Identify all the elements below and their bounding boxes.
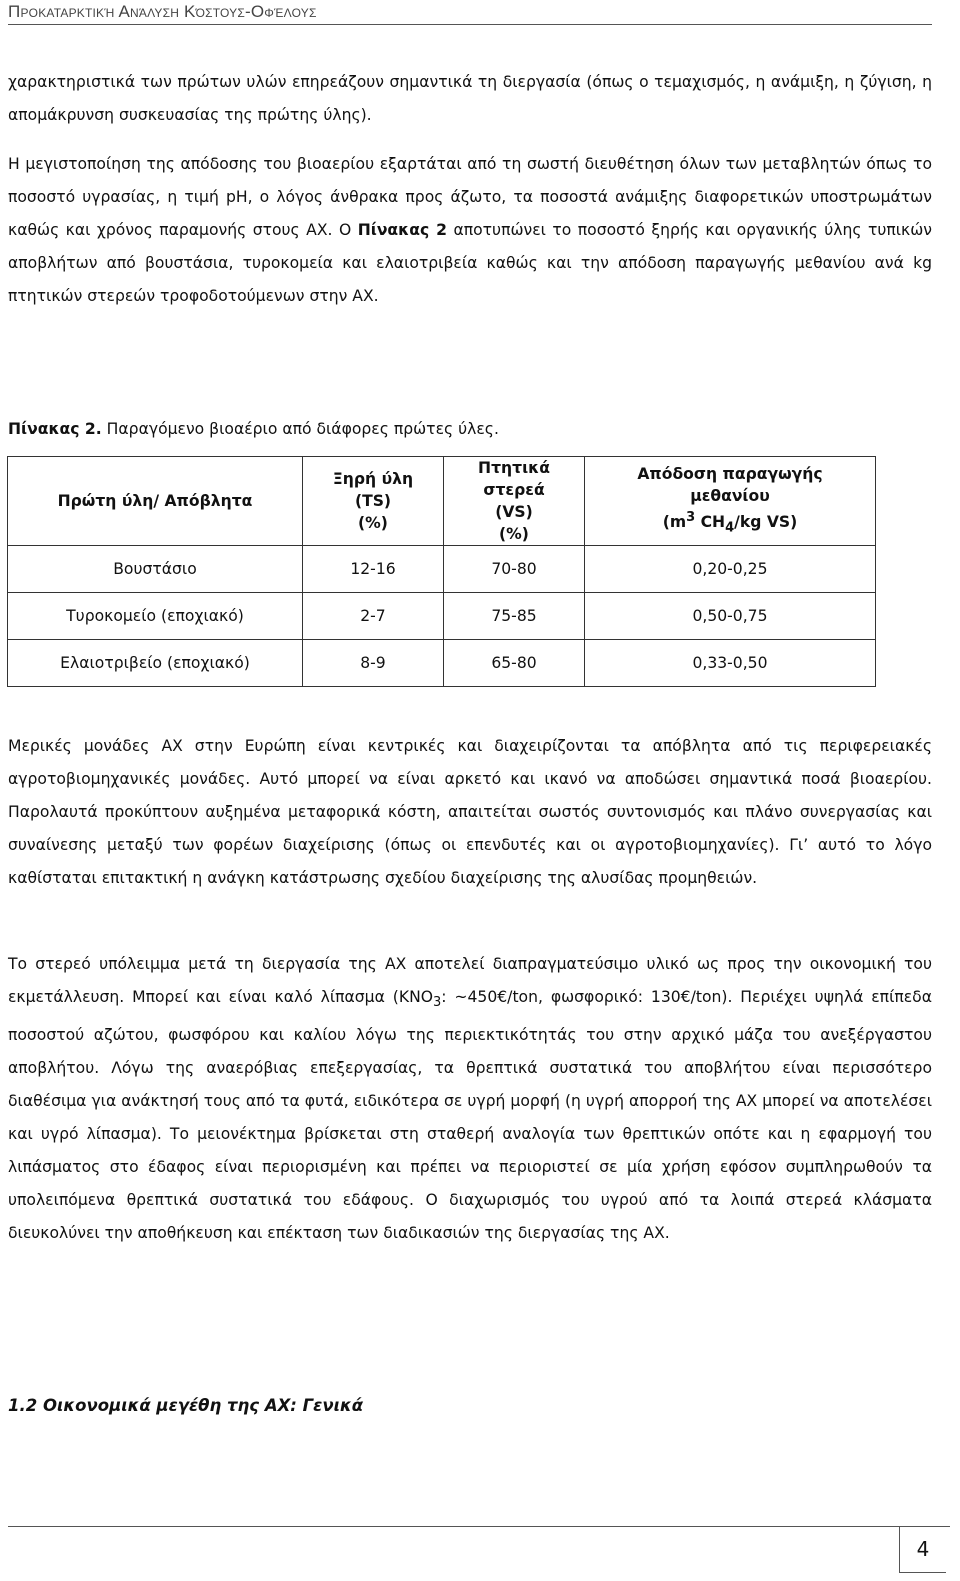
table-caption-text: Παραγόμενο βιοαέριο από διάφορες πρώτες ύλες.: [101, 420, 499, 438]
page-number-text: 4: [916, 1537, 930, 1561]
paragraph-4: [8, 948, 932, 1250]
cell-vs: 75-85: [444, 593, 585, 640]
cell-ts: 12-16: [303, 546, 444, 593]
header-dry-matter-line3: (%): [358, 514, 388, 532]
cell-vs: 65-80: [444, 640, 585, 687]
header-yield-line1: Απόδοση παραγωγής: [637, 464, 823, 483]
cell-ts: 8-9: [303, 640, 444, 687]
table-row: [8, 546, 876, 593]
cell-ts: 2-7: [303, 593, 444, 640]
header-volatile-line3: (VS): [495, 503, 533, 521]
header-material-label: Πρώτη ύλη/ Απόβλητα: [57, 492, 253, 510]
header-volatile-solids: [444, 457, 585, 546]
section-heading-text: 1.2 Οικονομικά μεγέθη της ΑΧ: Γενικά: [8, 1396, 364, 1415]
paragraph-3: [8, 730, 932, 895]
section-heading: [8, 1396, 363, 1415]
header-yield-sup: 3: [686, 509, 696, 525]
page-number: [899, 1526, 946, 1573]
footer-divider: [8, 1526, 950, 1527]
table-reference: Πίνακας 2: [357, 221, 447, 239]
header-yield-line3-b: CH: [695, 513, 726, 532]
running-header: [8, 2, 932, 25]
cell-yield: 0,20-0,25: [585, 546, 876, 593]
running-header-title: Προκαταρκτική Ανάλυση Κόστους-Οφέλους: [8, 2, 317, 21]
paragraph-1: [8, 66, 932, 132]
table-caption-label: Πίνακας 2.: [8, 420, 102, 438]
paragraph-2-text-a: Η μεγιστοποίηση της απόδοσης του βιοαερίου εξαρτάται από τη σωστή διευθέτηση όλων των μεταβλητών όπως το ποσοστό υγρασίας, η τιμή pH, ο λόγος άνθρακα προς άζωτο, τα ποσοστά ανάμιξης διαφορετικών υποστρωμάτων καθώς και χρόνος παραμονής στους ΑΧ. Ο: [8, 155, 932, 239]
header-volatile-line2: στερεά: [483, 481, 545, 499]
paragraph-4-text-a: Το στερεό υπόλειμμα μετά τη διεργασία της ΑΧ αποτελεί διαπραγματεύσιμο υλικό ως προς την οικονομική του εκμετάλλευση. Μπορεί και είναι καλό λίπασμα (KNO: [8, 955, 932, 1006]
cell-vs: 70-80: [444, 546, 585, 593]
paragraph-2: [8, 148, 932, 313]
table-header-row: [8, 457, 876, 546]
cell-material: Ελαιοτριβείο (εποχιακό): [8, 640, 303, 687]
cell-material: Τυροκομείο (εποχιακό): [8, 593, 303, 640]
header-yield-sub: 4: [725, 520, 735, 536]
table-caption: [8, 415, 499, 443]
paragraph-4-subscript: 3: [433, 995, 442, 1011]
paragraph-4-text-b: : ~450€/ton, φωσφορικό: 130€/ton). Περιέχει υψηλά επίπεδα ποσοστού αζώτου, φωσφόρου και καλίου λόγω της περιεκτικότητάς του στην αρχικό μάζα του ανεξέργαστου αποβλήτου. Λόγω της αναερόβιας επεξεργασίας, τα θρεπτικά συστατικά του αποβλήτου είναι περισσότερο διαθέσιμα για ανάκτησή τους από τα φυτά, ειδικότερα σε υγρή μορφή (η υγρή απορροή της ΑΧ μπορεί να αποτελέσει και υγρό λίπασμα). Το μειονέκτημα βρίσκεται στη σταθερή αναλογία των θρεπτικών οπότε και η εφαρμογή του λιπάσματος στο έδαφος είναι περιορισμένη και πρέπει να περιοριστεί σε μία χρήση εφόσον συμπληρωθούν τα υπολειπόμενα θρεπτικά συστατικά του εδάφους. Ο διαχωρισμός του υγρού από τα λοιπά στερεά κλάσματα διευκολύνει την αποθήκευση και επέκταση των διαδικασιών της διεργασίας της ΑΧ.: [8, 988, 932, 1243]
header-dry-matter-line1: Ξηρή ύλη: [332, 470, 414, 488]
header-volatile-line4: (%): [499, 525, 529, 543]
header-methane-yield: [585, 457, 876, 546]
paragraph-2-text-b: αποτυπώνει το ποσοστό ξηρής και οργανικής ύλης τυπικών αποβλήτων από βουστάσια, τυροκομεία και ελαιοτριβεία καθώς και την απόδοση παραγωγής μεθανίου ανά kg πτητικών στερεών τροφοδοτούμενων στην ΑΧ.: [8, 221, 933, 305]
cell-yield: 0,33-0,50: [585, 640, 876, 687]
paragraph-1-text: χαρακτηριστικά των πρώτων υλών επηρεάζουν σημαντικά τη διεργασία (όπως ο τεμαχισμός, η ανάμιξη, η ζύγιση, η απομάκρυνση συσκευασίας της πρώτης ύλης).: [8, 73, 932, 124]
table-row: [8, 640, 876, 687]
header-yield-line3-c: /kg VS): [734, 513, 798, 532]
header-material: [8, 457, 303, 546]
cell-material: Βουστάσιο: [8, 546, 303, 593]
header-dry-matter-line2: (TS): [354, 492, 392, 510]
header-yield-line2: μεθανίου: [690, 486, 770, 505]
biogas-table: [7, 456, 876, 687]
header-dry-matter: [303, 457, 444, 546]
header-volatile-line1: Πτητικά: [478, 459, 550, 477]
cell-yield: 0,50-0,75: [585, 593, 876, 640]
header-yield-line3-a: (m: [662, 513, 687, 532]
paragraph-3-text: Μερικές μονάδες ΑΧ στην Ευρώπη είναι κεντρικές και διαχειρίζονται τα απόβλητα από τις περιφερειακές αγροτοβιομηχανικές μονάδες. Αυτό μπορεί να είναι αρκετό και ικανό να αποδώσει σημαντικά ποσά βιοαερίου. Παρολαυτά προκύπτουν αυξημένα μεταφορικά κόστη, απαιτείται σωστός συντονισμός και πλάνο συνεργασίας και συναίνεσης μεταξύ των φορέων διαχείρισης (όπως οι επενδυτές και οι αγροτοβιομηχανίες). Γι’ αυτό το λόγο καθίσταται επιτακτική η ανάγκη κατάστρωσης σχεδίου διαχείρισης της αλυσίδας προμηθειών.: [8, 737, 932, 887]
table-row: [8, 593, 876, 640]
